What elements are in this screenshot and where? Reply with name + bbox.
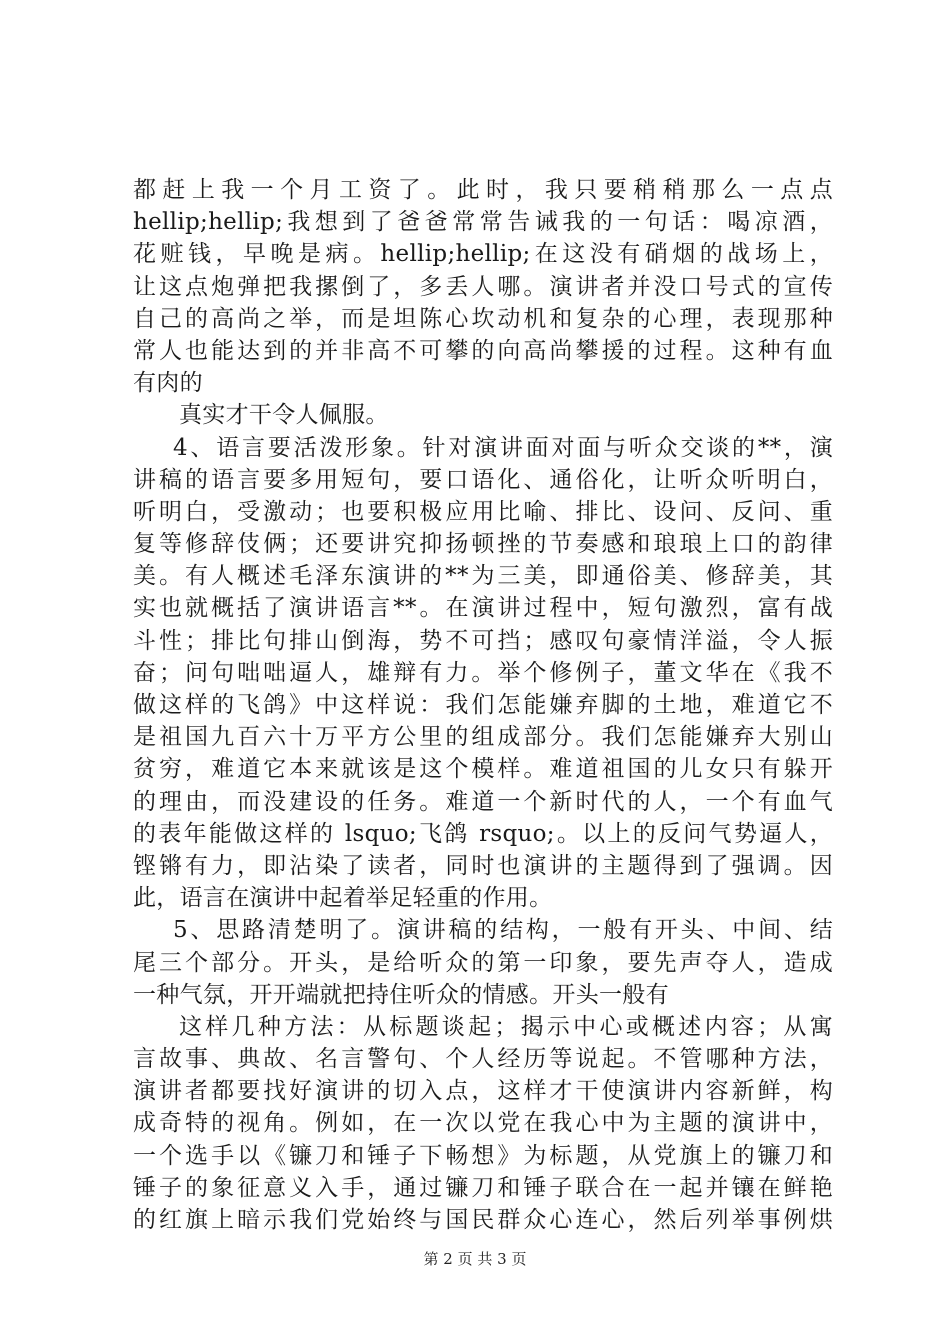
text-line: 言故事、典故、名言警句、个人经历等说起。不管哪种方法， bbox=[133, 1046, 833, 1073]
text-line: 自己的高尚之举，而是坦陈心坎动机和复杂的心理，表现那种 bbox=[133, 305, 833, 332]
text-line: 此，语言在演讲中起着举足轻重的作用。 bbox=[133, 885, 553, 912]
body-text bbox=[133, 174, 833, 1236]
text-line: 讲稿的语言要多用短句，要口语化、通俗化，让听众听明白， bbox=[133, 466, 833, 493]
text-line: 一种气氛，开开端就把持住听众的情感。开头一般有 bbox=[133, 981, 669, 1008]
text-line: 听明白，受激动；也要积极应用比喻、排比、设问、反问、重 bbox=[133, 498, 833, 525]
text-line: 让这点炮弹把我摞倒了，多丢人哪。演讲者并没口号式的宣传 bbox=[133, 273, 833, 300]
text-line: 的红旗上暗示我们党始终与国民群众心连心，然后列举事例烘 bbox=[133, 1207, 833, 1233]
text-line: 美。有人概述毛泽东演讲的**为三美，即通俗美、修辞美，其 bbox=[133, 563, 833, 590]
text-line: 这样几种方法：从标题谈起；揭示中心或概述内容；从寓 bbox=[179, 1013, 833, 1040]
text-line: 花赃钱，早晚是病。hellip;hellip;在这没有硝烟的战场上， bbox=[133, 241, 833, 268]
text-line: 复等修辞伎俩；还要讲究抑扬顿挫的节奏感和琅琅上口的韵律 bbox=[133, 531, 833, 558]
text-line: 的表年能做这样的 lsquo;飞鸽 rsquo;。以上的反问气势逼人， bbox=[133, 820, 833, 847]
text-line: 的理由，而没建设的任务。难道一个新时代的人，一个有血气 bbox=[133, 788, 833, 815]
text-line: 铿锵有力，即沾染了读者，同时也演讲的主题得到了强调。因 bbox=[133, 852, 833, 879]
text-line: 成奇特的视角。例如，在一次以党在我心中为主题的演讲中， bbox=[133, 1110, 833, 1137]
text-line: 做这样的飞鸽》中这样说：我们怎能嫌弃脚的土地，难道它不 bbox=[133, 692, 833, 718]
text-line: 贫穷，难道它本来就该是这个模样。难道祖国的儿女只有躲开 bbox=[133, 756, 833, 783]
text-line: 常人也能达到的并非高不可攀的向高尚攀援的过程。这种有血 bbox=[133, 337, 833, 364]
text-line: 都赶上我一个月工资了。此时，我只要稍稍那么一点点 bbox=[133, 177, 833, 203]
page-number-footer: 第 2 页 共 3 页 bbox=[423, 1250, 527, 1268]
text-line: 4、语言要活泼形象。针对演讲面对面与听众交谈的**，演 bbox=[173, 434, 833, 461]
text-line: 斗性；排比句排山倒海，势不可挡；感叹句豪情洋溢，令人振 bbox=[133, 627, 833, 654]
text-line: hellip;hellip;我想到了爸爸常常告诫我的一句话：喝凉酒， bbox=[133, 209, 833, 236]
text-line: 一个选手以《镰刀和锤子下畅想》为标题，从党旗上的镰刀和 bbox=[133, 1142, 833, 1169]
text-line: 5、思路清楚明了。演讲稿的结构，一般有开头、中间、结 bbox=[173, 917, 833, 944]
text-line: 实也就概括了演讲语言**。在演讲过程中，短句激烈，富有战 bbox=[133, 595, 833, 622]
text-line: 真实才干令人佩服。 bbox=[179, 402, 389, 429]
text-line: 是祖国九百六十万平方公里的组成部分。我们怎能嫌弃大别山 bbox=[133, 724, 833, 751]
text-line: 有肉的 bbox=[133, 370, 203, 397]
text-line: 演讲者都要找好演讲的切入点，这样才干使演讲内容新鲜，构 bbox=[133, 1078, 833, 1105]
text-line: 锤子的象征意义入手，通过镰刀和锤子联合在一起并镶在鲜艳 bbox=[133, 1174, 833, 1201]
text-line: 奋；问句咄咄逼人，雄辩有力。举个修例子，董文华在《我不 bbox=[133, 659, 833, 686]
text-line: 尾三个部分。开头，是给听众的第一印象，要先声夺人，造成 bbox=[133, 949, 833, 976]
